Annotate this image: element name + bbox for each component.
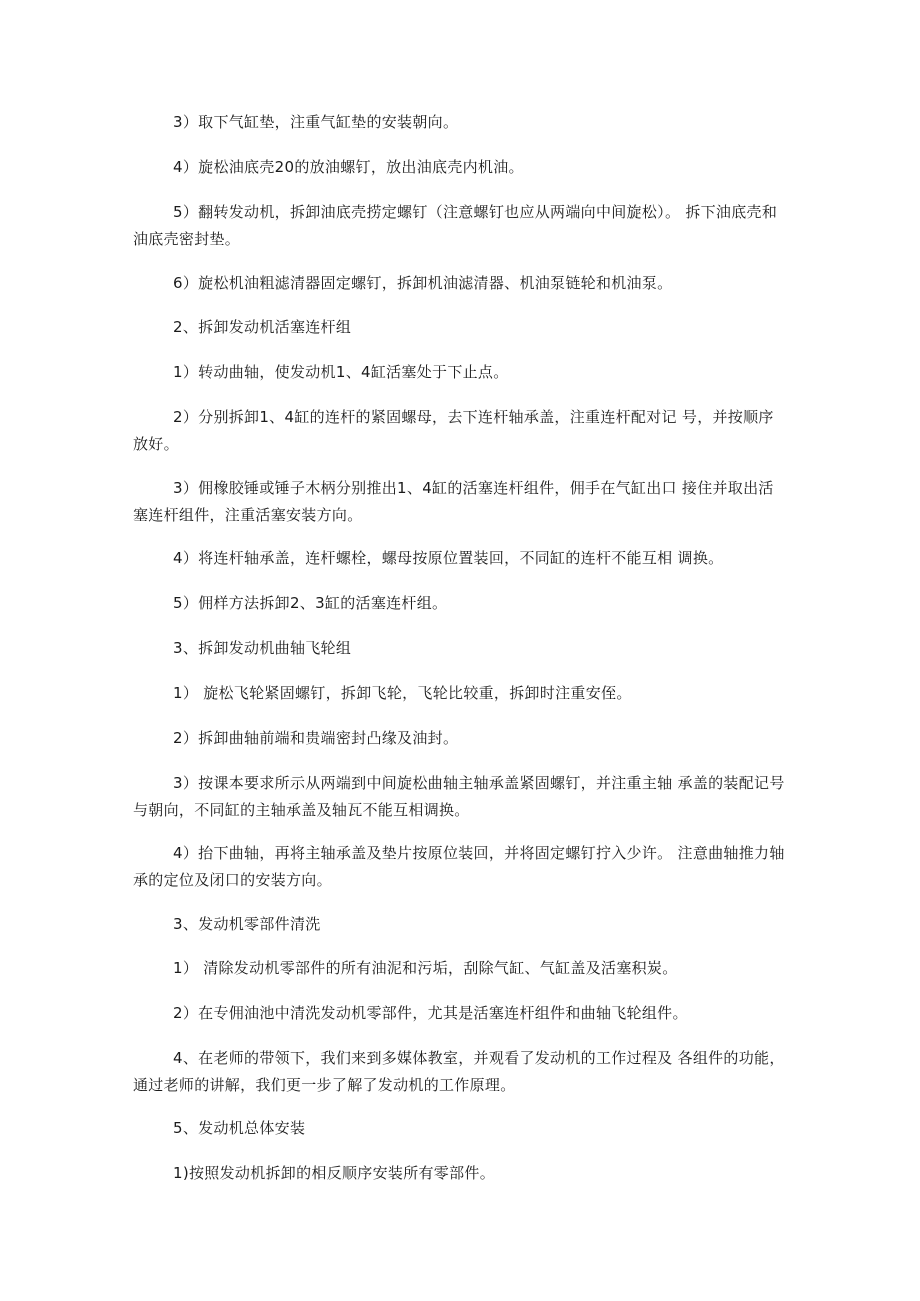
section-heading: 2、拆卸发动机活塞连杆组: [173, 318, 352, 336]
paragraph: 5）翻转发动机，拆卸油底壳捞定螺钉（注意螺钉也应从两端向中间旋松）。 拆下油底壳和油底壳密封垫。: [133, 203, 778, 248]
paragraph: 6）旋松机油粗滤清器固定螺钉，拆卸机油滤清器、机油泵链轮和机油泵。: [173, 274, 673, 292]
paragraph: 2）拆卸曲轴前端和贵端密封凸缘及油封。: [173, 729, 459, 747]
paragraph: 4、在老师的带领下，我们来到多媒体教室，并观看了发动机的工作过程及 各组件的功能，通过老师的讲解，我们更一步了解了发动机的工作原理。: [133, 1049, 785, 1094]
paragraph: 2）分别拆卸1、4缸的连杆的紧固螺母，去下连杆轴承盖，注重连杆配对记 号，并按顺序放好。: [133, 408, 774, 453]
section-heading: 3、拆卸发动机曲轴飞轮组: [173, 639, 352, 657]
paragraph: 1） 清除发动机零部件的所有油泥和污垢，刮除气缸、气缸盖及活塞积炭。: [173, 959, 678, 977]
paragraph: 1）转动曲轴，使发动机1、4缸活塞处于下止点。: [173, 363, 509, 381]
paragraph: 4）将连杆轴承盖，连杆螺栓，螺母按原位置装回，不同缸的连杆不能互相 调换。: [173, 549, 724, 567]
paragraph: 4）旋松油底壳20的放油螺钉，放出油底壳内机油。: [173, 158, 524, 176]
paragraph: 5）佣样方法拆卸2、3缸的活塞连杆组。: [173, 594, 448, 612]
paragraph: 1)按照发动机拆卸的相反顺序安装所有零部件。: [173, 1164, 495, 1182]
section-heading: 5、发动机总体安装: [173, 1119, 306, 1137]
paragraph: 3）按课本要求所示从两端到中间旋松曲轴主轴承盖紧固螺钉，并注重主轴 承盖的装配记号与朝向，不同缸的主轴承盖及轴瓦不能互相调换。: [133, 774, 785, 819]
paragraph: 2）在专佣油池中清洗发动机零部件，尤其是活塞连杆组件和曲轴飞轮组件。: [173, 1004, 688, 1022]
paragraph: 3）佣橡胶锤或锤子木柄分别推出1、4缸的活塞连杆组件，佣手在气缸出口 接住并取出活塞连杆组件，注重活塞安装方向。: [133, 479, 774, 524]
paragraph: 4）抬下曲轴，再将主轴承盖及垫片按原位装回，并将固定螺钉拧入少许。 注意曲轴推力轴承的定位及闭口的安装方向。: [133, 844, 785, 889]
section-heading: 3、发动机零部件清洗: [173, 915, 321, 933]
paragraph: 1） 旋松飞轮紧固螺钉，拆卸飞轮，飞轮比较重，拆卸时注重安侄。: [173, 684, 632, 702]
paragraph: 3）取下气缸垫，注重气缸垫的安装朝向。: [173, 113, 459, 131]
